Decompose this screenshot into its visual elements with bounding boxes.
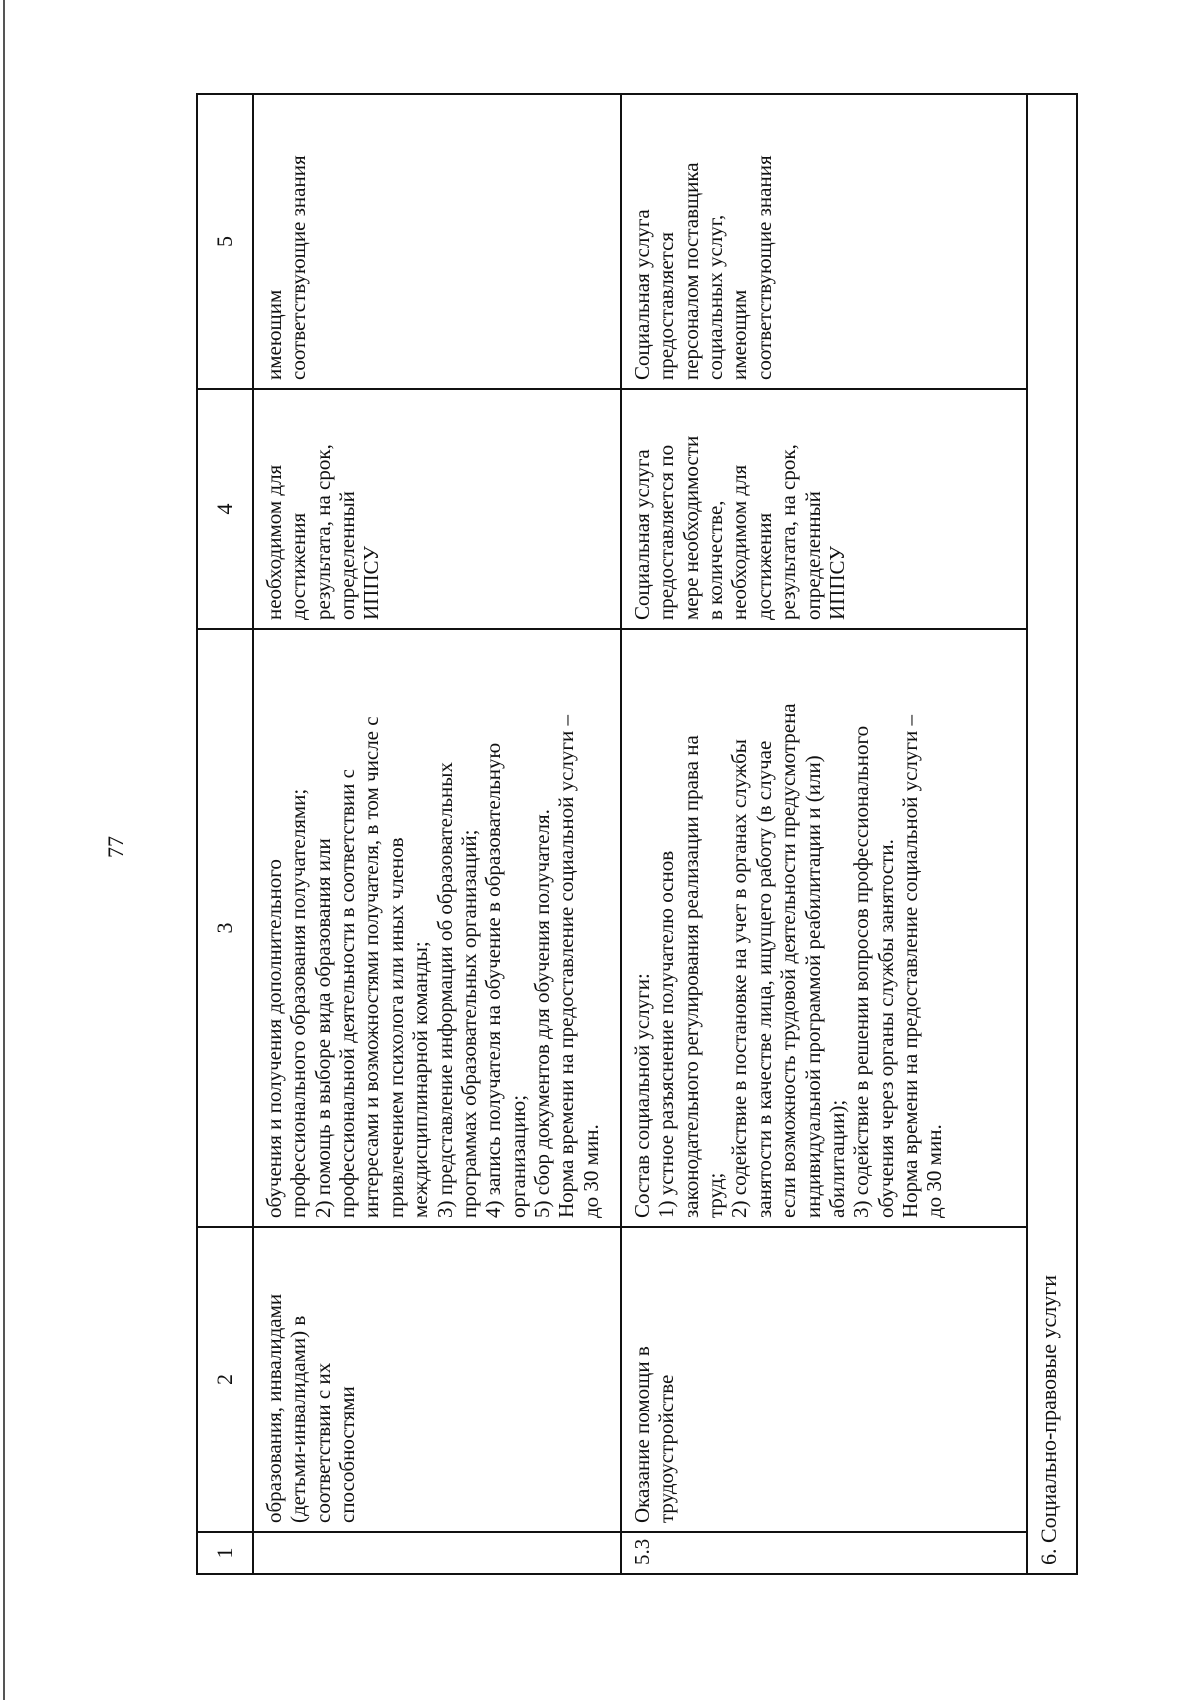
service-content-cell xyxy=(253,629,621,1227)
text-line: предоставляется по xyxy=(654,444,679,620)
text-line: социальных услуг, xyxy=(703,214,728,380)
row-number: 5.3 xyxy=(621,1532,1027,1574)
header-col-5: 5 xyxy=(197,94,253,389)
text-line: если возможность трудовой деятельности предусмотрена xyxy=(776,703,801,1218)
service-term-cell xyxy=(621,389,1027,629)
text-line: 3) содействие в решении вопросов профессионального xyxy=(849,725,874,1218)
header-col-2: 2 xyxy=(197,1227,253,1532)
table-row xyxy=(621,94,1027,1574)
text-line: индивидуальной программой реабилитации и (или) xyxy=(800,755,825,1218)
rotated-table-wrapper xyxy=(196,95,1076,1575)
text-line: Норма времени на предоставление социальной услуги – xyxy=(897,715,922,1218)
text-line: мере необходимости xyxy=(678,435,703,620)
text-line: обучения и получения дополнительного xyxy=(262,859,286,1218)
text-line: программах образовательных организаций; xyxy=(456,829,481,1218)
text-line: профессиональной деятельности в соответствии с xyxy=(335,769,360,1218)
text-line: (детьми-инвалидами) в xyxy=(286,1315,311,1523)
text-line: 2) помощь в выборе вида образования или xyxy=(310,838,335,1218)
header-col-1: 1 xyxy=(197,1532,253,1574)
text-line: определенный xyxy=(800,491,825,620)
section-title: 6. Социально-правовые услуги xyxy=(1027,94,1077,1574)
text-line: имеющим xyxy=(262,289,286,380)
text-line: определенный xyxy=(335,491,360,620)
text-line: предоставляется xyxy=(654,231,679,380)
text-line: соответствии с их xyxy=(310,1362,335,1523)
text-line: соответствующие знания xyxy=(286,155,311,380)
text-line: трудоустройстве xyxy=(654,1374,679,1523)
row-number xyxy=(253,1532,621,1574)
text-line: достижения xyxy=(751,512,776,620)
text-line: Социальная услуга xyxy=(630,209,654,380)
text-line: в количестве, xyxy=(703,500,728,620)
service-content-cell xyxy=(621,629,1027,1227)
text-line: привлечением психолога или иных членов xyxy=(383,837,408,1218)
service-term-cell xyxy=(253,389,621,629)
text-line: абилитации); xyxy=(824,1099,849,1218)
table-row xyxy=(253,94,621,1574)
section-row xyxy=(1027,94,1077,1574)
text-line: результата, на срок, xyxy=(310,444,335,620)
text-line: необходимом для xyxy=(262,464,286,620)
header-col-3: 3 xyxy=(197,629,253,1227)
text-line: 3) представление информации об образовательных xyxy=(432,762,457,1218)
text-line: ИППСУ xyxy=(359,545,384,620)
text-line: интересами и возможностями получателя, в том числе с xyxy=(359,716,384,1218)
text-line: занятости в качестве лица, ищущего работу (в случае xyxy=(751,740,776,1218)
text-line: соответствующие знания xyxy=(751,155,776,380)
text-line: 4) запись получателя на обучение в образовательную xyxy=(481,742,506,1218)
text-line: труд; xyxy=(703,1172,728,1218)
page-number: 77 xyxy=(103,836,128,858)
text-line: Оказание помощи в xyxy=(630,1346,654,1523)
text-line: до 30 мин. xyxy=(578,1124,603,1218)
text-line: Норма времени на предоставление социальной услуги – xyxy=(554,715,579,1218)
service-conditions-cell xyxy=(253,94,621,389)
text-line: образования, инвалидами xyxy=(262,1293,286,1523)
text-line: организацию; xyxy=(505,1094,530,1218)
text-line: законодательного регулирования реализации права на xyxy=(678,735,703,1218)
text-line: способностями xyxy=(335,1386,360,1523)
table-header-row xyxy=(197,94,253,1574)
service-conditions-cell xyxy=(621,94,1027,389)
text-line: 1) устное разъяснение получателю основ xyxy=(654,850,679,1218)
header-col-4: 4 xyxy=(197,389,253,629)
service-name-cell xyxy=(253,1227,621,1532)
text-line: имеющим xyxy=(727,289,752,380)
service-name-cell xyxy=(621,1227,1027,1532)
text-line: достижения xyxy=(286,512,311,620)
text-line: 2) содействие в постановке на учет в органах службы xyxy=(727,739,752,1218)
text-line: персоналом поставщика xyxy=(678,162,703,380)
text-line: обучения через органы службы занятости. xyxy=(873,839,898,1218)
text-line: ИППСУ xyxy=(824,545,849,620)
text-line: 5) сбор документов для обучения получателя. xyxy=(529,809,554,1218)
services-table xyxy=(196,93,1078,1575)
text-line: междисциплинарной команды; xyxy=(408,941,433,1218)
scan-left-edge xyxy=(3,0,5,1700)
text-line: Социальная услуга xyxy=(630,449,654,620)
text-line: результата, на срок, xyxy=(776,444,801,620)
text-line: необходимом для xyxy=(727,464,752,620)
text-line: профессионального образования получателями; xyxy=(286,788,311,1218)
text-line: Состав социальной услуги: xyxy=(630,973,654,1218)
text-line: до 30 мин. xyxy=(922,1124,947,1218)
